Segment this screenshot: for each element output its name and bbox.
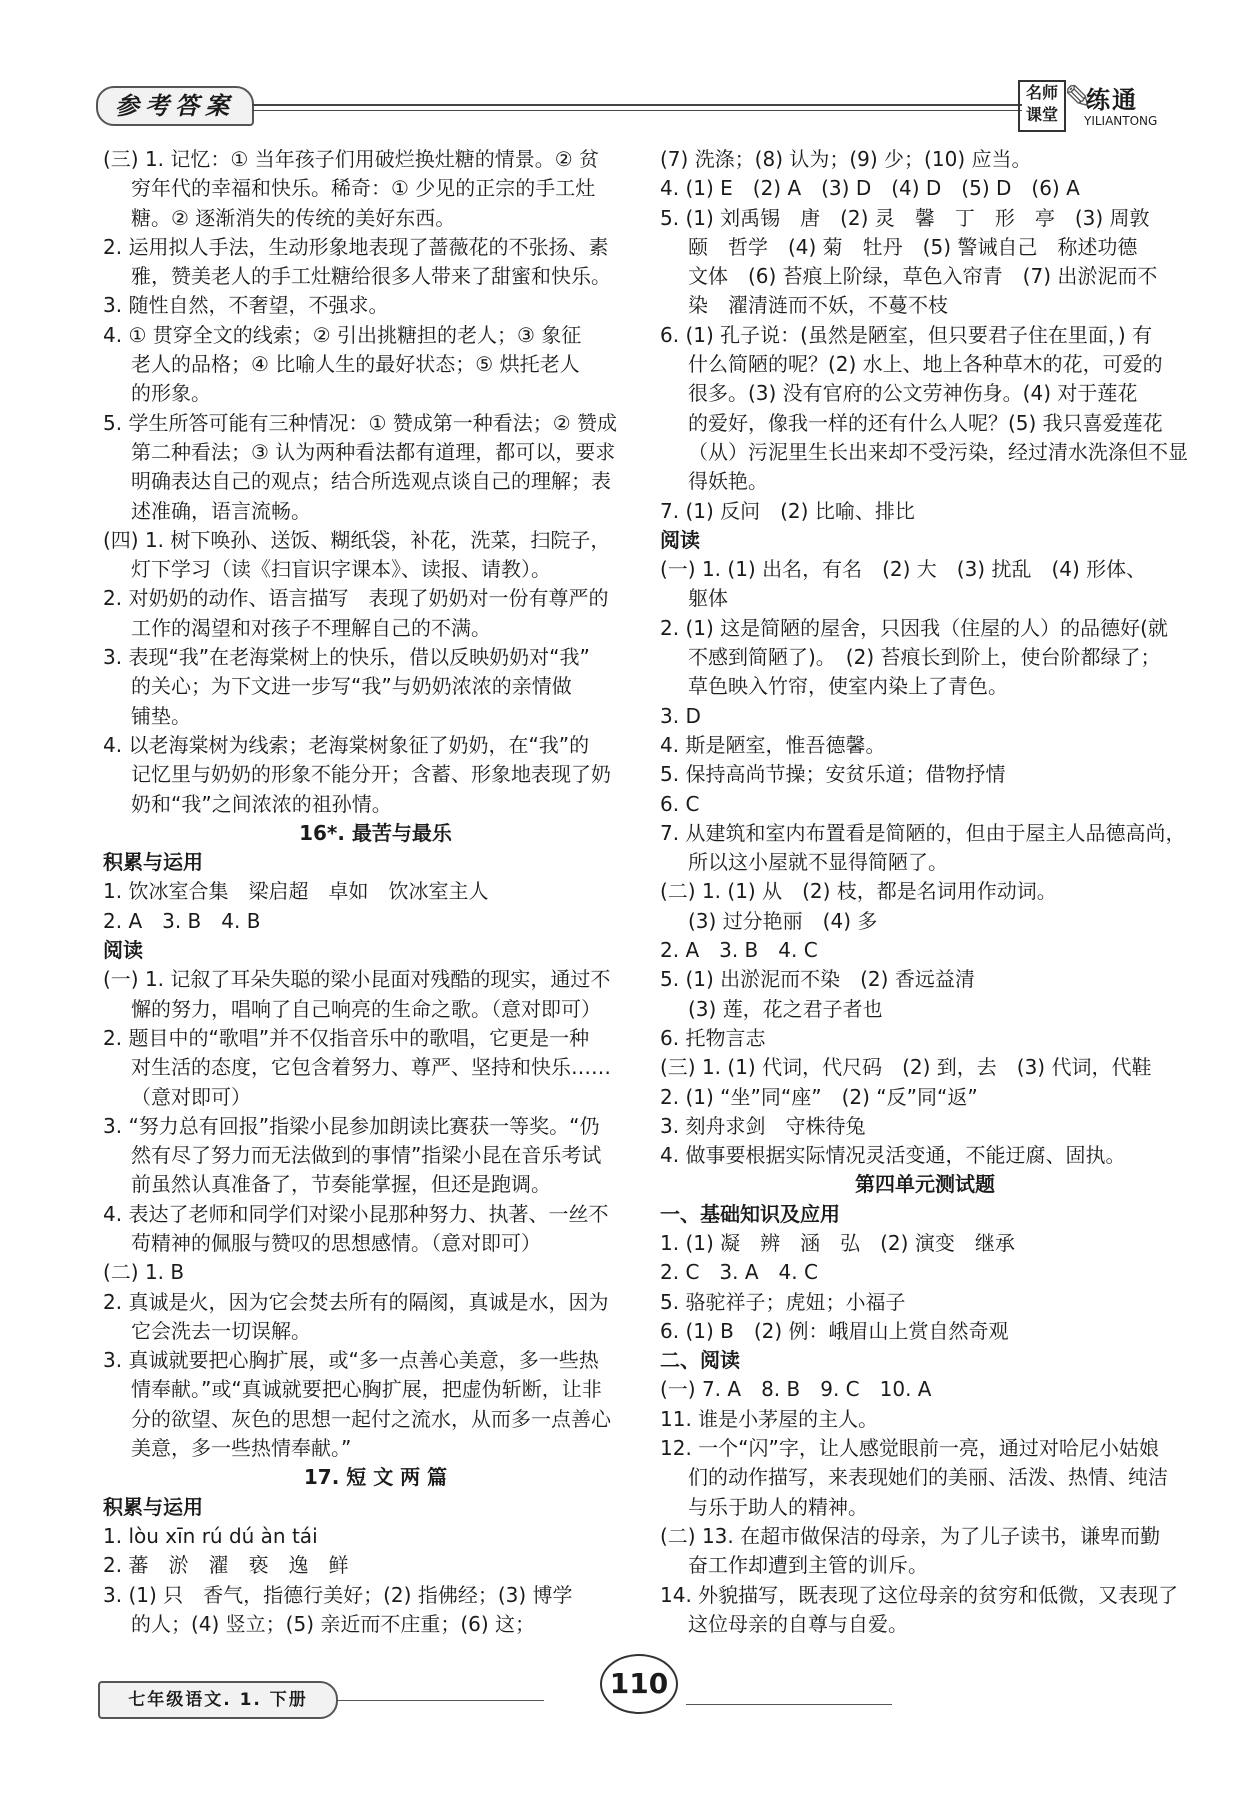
- answer-line: 2. A 3. B 4. B: [103, 908, 261, 933]
- answer-line: 二、阅读: [660, 1348, 740, 1373]
- footer-rule-right: [686, 1704, 892, 1705]
- answer-line: 4. 以老海棠树为线索；老海棠树象征了奶奶，在“我”的: [103, 732, 590, 757]
- answer-line: 什么简陋的呢？(2) 水上、地上各种草木的花，可爱的: [688, 352, 1163, 377]
- answer-line: 4. ① 贯穿全文的线索；② 引出挑糖担的老人；③ 象征: [103, 322, 582, 347]
- answer-line: 对生活的态度，它包含着努力、尊严、坚持和快乐……: [131, 1055, 611, 1080]
- answer-line: 2. 蕃 淤 濯 亵 逸 鲜: [103, 1553, 349, 1578]
- page-number: 110: [600, 1654, 678, 1714]
- answer-line: 这位母亲的自尊与自爱。: [688, 1611, 908, 1636]
- answer-line: 3. 随性自然，不奢望，不强求。: [103, 293, 389, 318]
- answer-line: 1. lòu xīn rú dú àn tái: [103, 1523, 318, 1548]
- answer-line: (二) 13. 在超市做保洁的母亲，为了儿子读书，谦卑而勤: [660, 1523, 1161, 1548]
- answer-line: 2. A 3. B 4. C: [660, 938, 818, 963]
- answer-line: 积累与运用: [103, 1494, 203, 1519]
- answer-line: （意对即可）: [131, 1084, 251, 1109]
- answer-line: (四) 1. 树下唤孙、送饭、糊纸袋，补花，洗菜，扫院子，: [103, 527, 611, 552]
- answer-line: 6. (1) B (2) 例：峨眉山上赏自然奇观: [660, 1318, 1009, 1343]
- book-label: 七年级语文. 1. 下册: [98, 1681, 338, 1719]
- answer-line: 7. 从建筑和室内布置看是简陋的，但由于屋主人品德高尚，: [660, 820, 1186, 845]
- answer-line: 明确表达自己的观点；结合所选观点谈自己的理解；表: [131, 469, 611, 494]
- answer-line: 的爱好，像我一样的还有什么人呢？(5) 我只喜爱莲花: [688, 410, 1163, 435]
- answer-line: 述准确，语言流畅。: [131, 498, 311, 523]
- answer-line: 阅读: [103, 938, 143, 963]
- answer-line: 灯下学习（读《扫盲识字课本》、读报、请教）。: [131, 557, 551, 582]
- header-rule-thin: [252, 110, 1022, 111]
- section-tab-answers: 参考答案: [96, 86, 254, 126]
- answer-line: 的关心；为下文进一步写“我”与奶奶浓浓的亲情做: [131, 674, 572, 699]
- answer-line: 3. 真诚就要把心胸扩展，或“多一点善心美意，多一些热: [103, 1348, 599, 1373]
- answer-line: (三) 1. 记忆：① 当年孩子们用破烂换灶糖的情景。② 贫: [103, 147, 599, 171]
- answer-line: 阅读: [660, 527, 700, 552]
- answer-line: 2. C 3. A 4. C: [660, 1260, 818, 1285]
- answer-line: (二) 1. B: [103, 1260, 185, 1285]
- answer-line: 3. (1) 只 香气，指德行美好；(2) 指佛经；(3) 博学: [103, 1582, 573, 1607]
- answer-line: 穷年代的幸福和快乐。稀奇：① 少见的正宗的手工灶: [131, 176, 596, 201]
- answer-line: 17. 短 文 两 篇: [303, 1465, 448, 1490]
- answer-line: 草色映入竹帘，使室内染上了青色。: [688, 674, 1008, 699]
- answer-line: 3. D: [660, 703, 701, 728]
- answer-line: 5. (1) 刘禹锡 唐 (2) 灵 馨 丁 形 亭 (3) 周敦: [660, 205, 1150, 230]
- header-rule: [252, 104, 1022, 106]
- answer-line: 不感到简陋了)。 (2) 苔痕长到阶上，使台阶都绿了；: [688, 645, 1161, 670]
- answer-line: 记忆里与奶奶的形象不能分开；含蓄、形象地表现了奶: [131, 762, 611, 787]
- answer-line: 5. 骆驼祥子；虎妞；小福子: [660, 1289, 906, 1314]
- answer-line: 文体 (6) 苔痕上阶绿，草色入帘青 (7) 出淤泥而不: [688, 264, 1158, 289]
- answer-line: 前虽然认真准备了，节奏能掌握，但还是跑调。: [131, 1172, 551, 1197]
- answer-line: (一) 1. 记叙了耳朵失聪的梁小昆面对残酷的现实，通过不: [103, 967, 611, 992]
- answer-line: 躯体: [688, 586, 728, 611]
- answer-line: 染 濯清涟而不妖，不蔓不枝: [688, 293, 948, 318]
- answer-line: 1. (1) 凝 辨 涵 弘 (2) 演变 继承: [660, 1230, 1015, 1255]
- answer-line: 奶和“我”之间浓浓的祖孙情。: [131, 791, 392, 816]
- answer-line: 3. “努力总有回报”指梁小昆参加朗读比赛获一等奖。“仍: [103, 1113, 600, 1138]
- pen-icon: ✎: [1064, 78, 1093, 118]
- answer-line: 2. (1) 这是简陋的屋舍，只因我（住屋的人）的品德好(就: [660, 615, 1168, 640]
- answer-line: 5. (1) 出淤泥而不染 (2) 香远益清: [660, 967, 975, 992]
- answer-line: (二) 1. (1) 从 (2) 枝，都是名词用作动词。: [660, 879, 1057, 904]
- answer-line: 奋工作却遭到主管的训斥。: [688, 1553, 928, 1578]
- answer-line: 第二种看法；③ 认为两种看法都有道理，都可以，要求: [131, 439, 616, 464]
- answer-line: 16*. 最苦与最乐: [299, 820, 452, 845]
- answer-line: (3) 莲，花之君子者也: [688, 996, 883, 1021]
- answer-line: (三) 1. (1) 代词，代尺码 (2) 到，去 (3) 代词，代鞋: [660, 1055, 1152, 1080]
- answer-line: 的形象。: [131, 381, 211, 406]
- answer-line: 2. 题目中的“歌唱”并不仅指音乐中的歌唱，它更是一种: [103, 1025, 590, 1050]
- answer-line: 它会洗去一切误解。: [131, 1318, 311, 1343]
- answer-line: 所以这小屋就不显得简陋了。: [688, 850, 948, 875]
- answer-line: 12. 一个“闪”字，让人感觉眼前一亮，通过对哈尼小姑娘: [660, 1436, 1159, 1461]
- answer-line: 然有尽了努力而无法做到的事情”指梁小昆在音乐考试: [131, 1143, 602, 1168]
- answer-line: 美意，多一些热情奉献。”: [131, 1436, 352, 1461]
- answer-line: 14. 外貌描写，既表现了这位母亲的贫穷和低微，又表现了: [660, 1582, 1179, 1607]
- answer-line: （从）污泥里生长出来却不受污染，经过清水洗涤但不显: [688, 439, 1188, 464]
- answer-line: 苟精神的佩服与赞叹的思想感情。（意对即可）: [131, 1230, 541, 1255]
- logo-title: 练通: [1086, 86, 1138, 114]
- answer-line: 老人的品格；④ 比喻人生的最好状态；⑤ 烘托老人: [131, 352, 580, 377]
- answer-line: 11. 谁是小茅屋的主人。: [660, 1406, 879, 1431]
- answer-line: (7) 洗涤；(8) 认为；(9) 少；(10) 应当。: [660, 147, 1032, 171]
- answer-line: 2. (1) “坐”同“座” (2) “反”同“返”: [660, 1084, 978, 1109]
- answer-line: 与乐于助人的精神。: [688, 1494, 868, 1519]
- answer-line: 2. 运用拟人手法，生动形象地表现了蔷薇花的不张扬、素: [103, 234, 609, 259]
- answer-line: 铺垫。: [131, 703, 191, 728]
- answer-line: 得妖艳。: [688, 469, 768, 494]
- answer-line: 分的欲望、灰色的思想一起付之流水，从而多一点善心: [131, 1406, 611, 1431]
- answer-line: 6. (1) 孔子说：(虽然是陋室，但只要君子住在里面，) 有: [660, 322, 1153, 347]
- answer-line: 5. 学生所答可能有三种情况：① 赞成第一种看法；② 赞成: [103, 410, 618, 435]
- answer-line: 5. 保持高尚节操；安贫乐道；借物抒情: [660, 762, 1006, 787]
- answer-line: 2. 对奶奶的动作、语言描写 表现了奶奶对一份有尊严的: [103, 586, 609, 611]
- answer-line: 糖。② 逐渐消失的传统的美好东西。: [131, 205, 456, 230]
- answer-line: 积累与运用: [103, 850, 203, 875]
- logo-box-text: 名师课堂: [1018, 80, 1066, 132]
- answer-line: 颐 哲学 (4) 菊 牡丹 (5) 警诫自己 称述功德: [688, 234, 1138, 259]
- answer-line: 第四单元测试题: [855, 1172, 995, 1197]
- answer-line: 6. 托物言志: [660, 1025, 766, 1050]
- answer-line: 情奉献。”或“真诚就要把心胸扩展，把虚伪斩断，让非: [131, 1377, 602, 1402]
- answer-line: 们的动作描写，来表现她们的美丽、活泼、热情、纯洁: [688, 1465, 1168, 1490]
- answer-line: 的人；(4) 竖立；(5) 亲近而不庄重；(6) 这；: [131, 1611, 536, 1636]
- answer-line: (3) 过分艳丽 (4) 多: [688, 908, 878, 933]
- answer-line: 4. 表达了老师和同学们对梁小昆那种努力、执著、一丝不: [103, 1201, 609, 1226]
- answer-line: 很多。(3) 没有官府的公文劳神伤身。(4) 对于莲花: [688, 381, 1138, 406]
- answer-line: 3. 表现“我”在老海棠树上的快乐，借以反映奶奶对“我”: [103, 645, 590, 670]
- logo-subtitle: YILIANTONG: [1084, 114, 1158, 128]
- answer-line: 工作的渴望和对孩子不理解自己的不满。: [131, 615, 491, 640]
- left-column: [103, 145, 648, 1639]
- brand-logo: [1018, 78, 1168, 138]
- answer-line: 2. 真诚是火，因为它会焚去所有的隔阂，真诚是水，因为: [103, 1289, 609, 1314]
- answer-line: 4. 斯是陋室，惟吾德馨。: [660, 732, 886, 757]
- answer-line: 懈的努力，唱响了自己响亮的生命之歌。（意对即可）: [131, 996, 601, 1021]
- footer-rule-left: [336, 1700, 544, 1701]
- answer-line: 6. C: [660, 791, 700, 816]
- answer-line: 雅，赞美老人的手工灶糖给很多人带来了甜蜜和快乐。: [131, 264, 611, 289]
- answer-line: 3. 刻舟求剑 守株待兔: [660, 1113, 866, 1138]
- answer-line: 一、基础知识及应用: [660, 1201, 840, 1226]
- right-column: [660, 145, 1190, 1639]
- answer-line: 1. 饮冰室合集 梁启超 卓如 饮冰室主人: [103, 879, 489, 904]
- answer-line: 4. 做事要根据实际情况灵活变通，不能迂腐、固执。: [660, 1143, 1126, 1168]
- answer-line: 4. (1) E (2) A (3) D (4) D (5) D (6) A: [660, 176, 1080, 201]
- answer-line: (一) 1. (1) 出名，有名 (2) 大 (3) 扰乱 (4) 形体、: [660, 557, 1147, 582]
- answer-line: 7. (1) 反问 (2) 比喻、排比: [660, 498, 915, 523]
- answer-line: (一) 7. A 8. B 9. C 10. A: [660, 1377, 932, 1402]
